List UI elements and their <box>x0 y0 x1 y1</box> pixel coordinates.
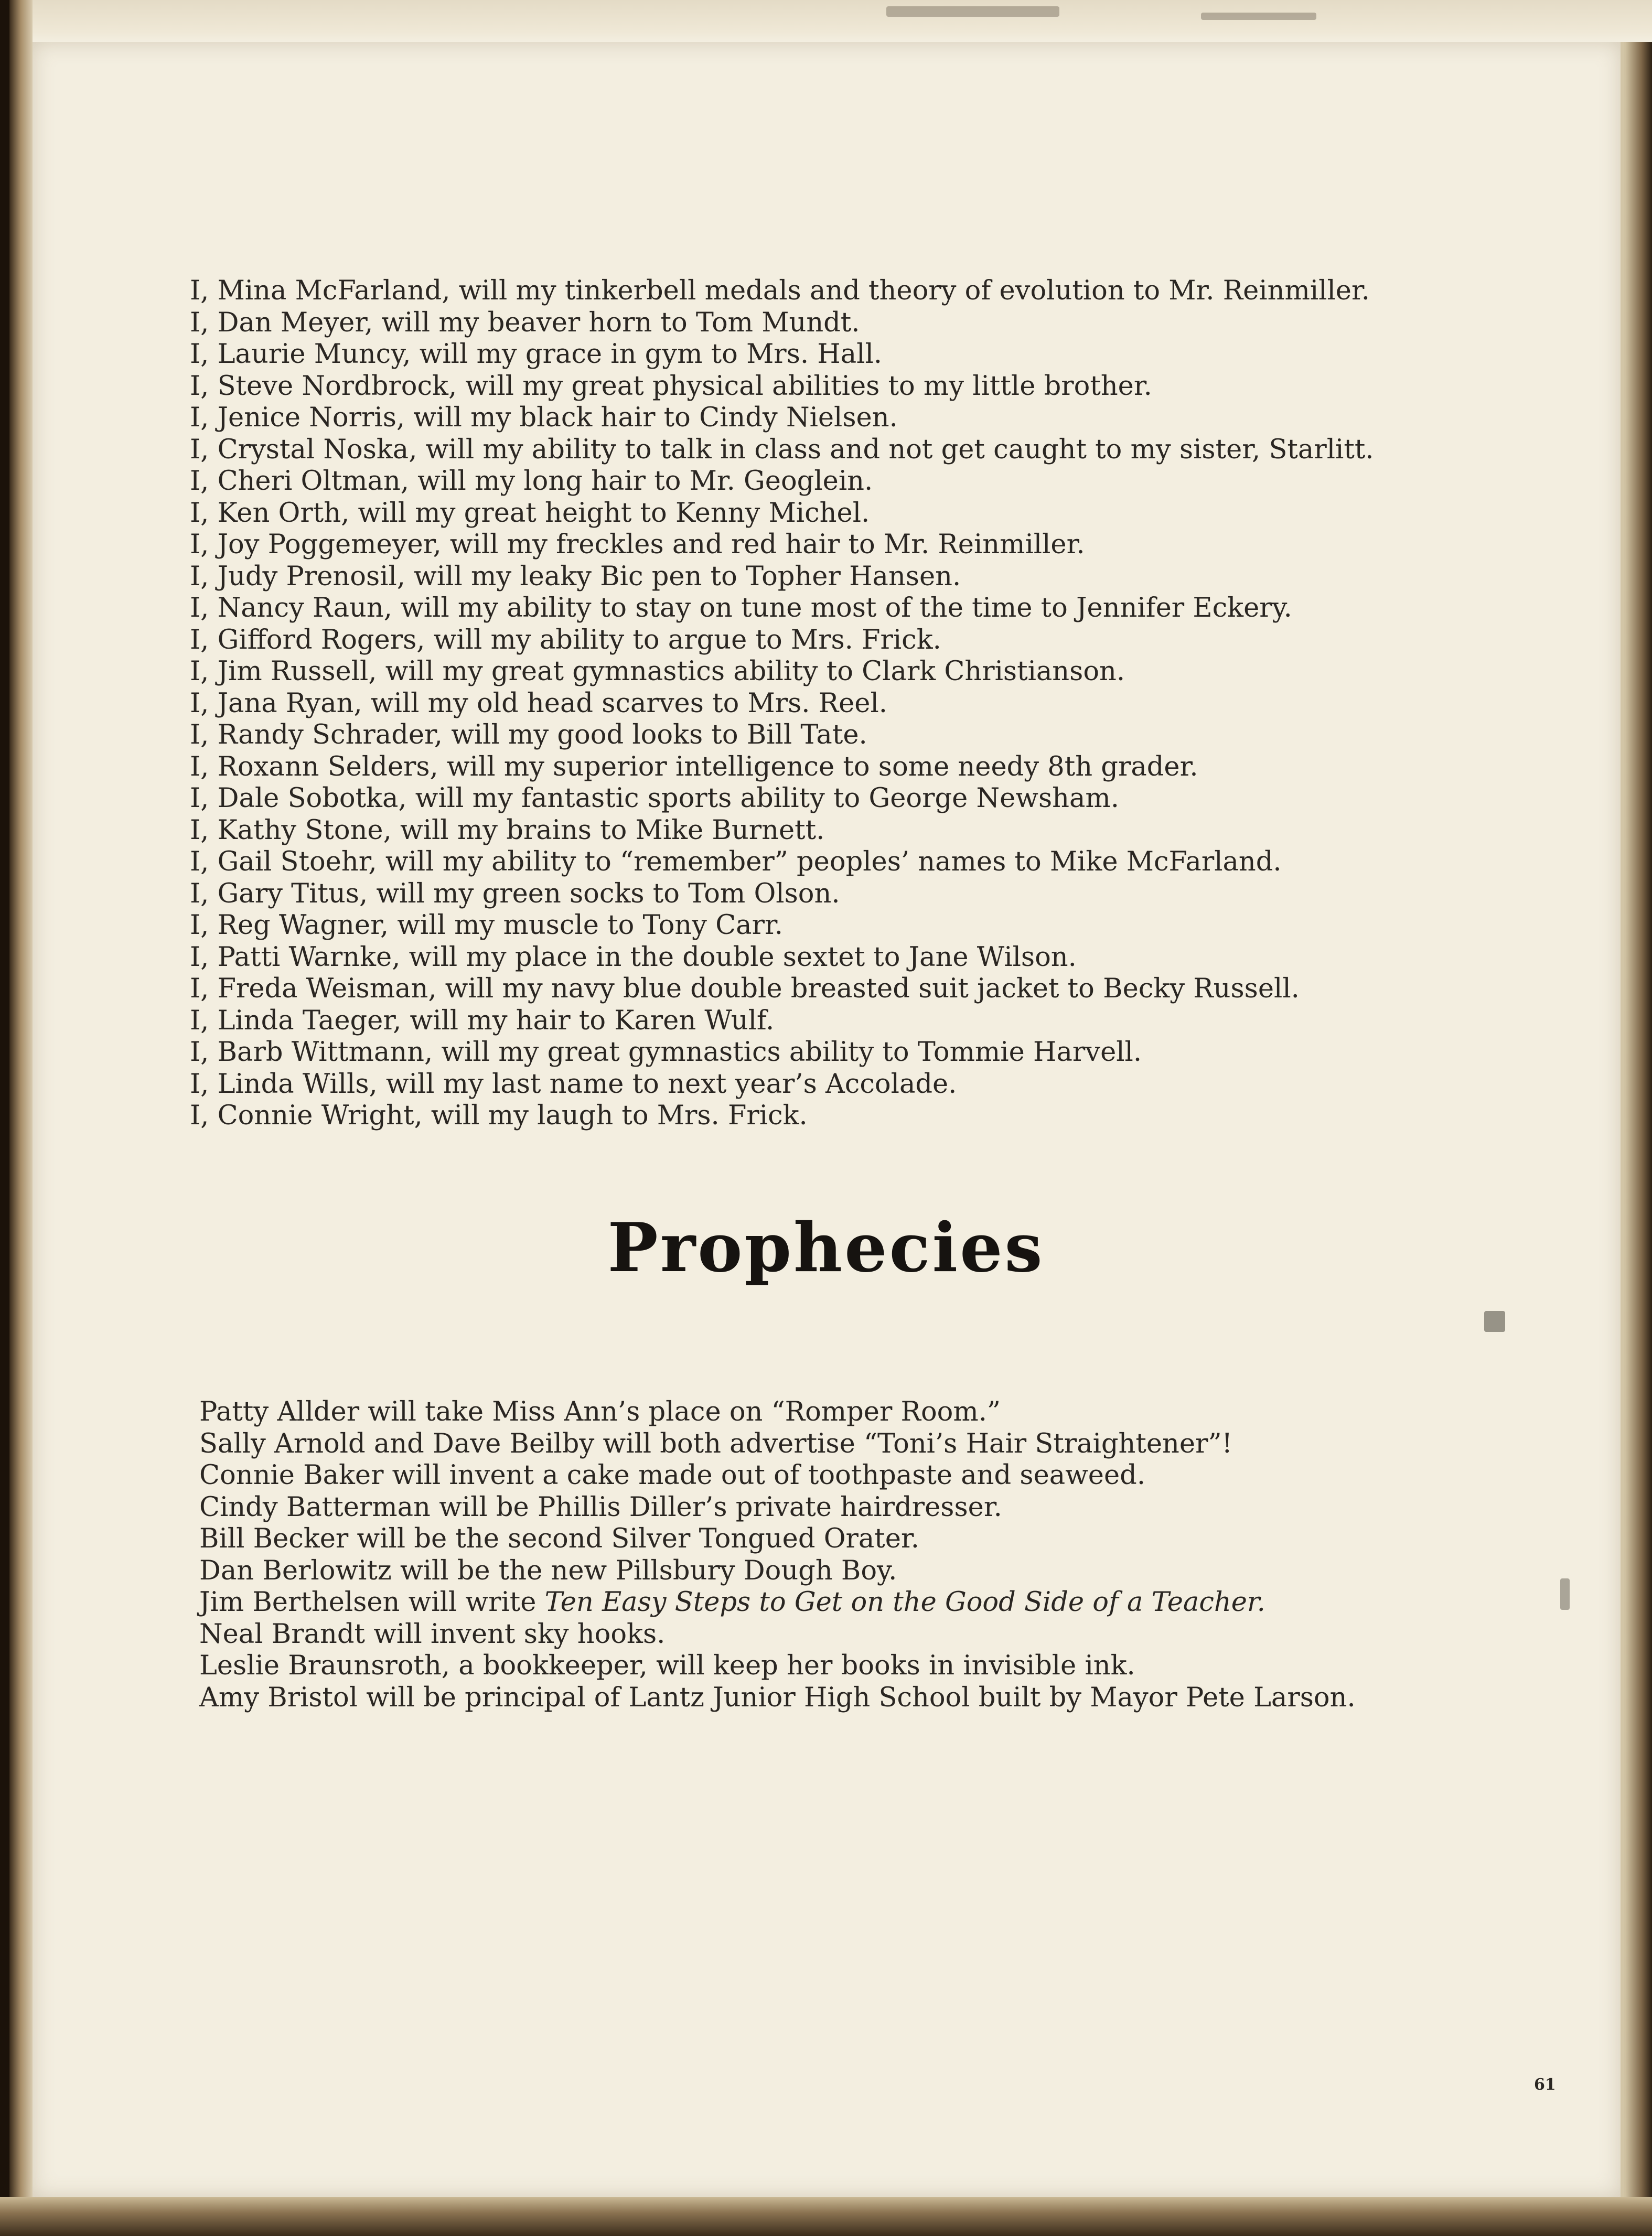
prophecy-entry <box>199 1682 1584 1714</box>
prophecies-heading: Prophecies <box>607 1209 1045 1287</box>
will-entry: I, Connie Wright, will my laugh to Mrs. Frick. <box>190 1100 808 1131</box>
prophecy-entry <box>199 1619 1584 1651</box>
prophecy-text: Dan Berlowitz will be the new Pillsbury Dough Boy. <box>199 1555 897 1586</box>
will-entry: I, Kathy Stone, will my brains to Mike Burnett. <box>190 814 825 846</box>
will-entry: I, Patti Warnke, will my place in the double sextet to Jane Wilson. <box>190 941 1077 973</box>
prophecy-text: Sally Arnold and Dave Beilby will both advertise “Toni’s Hair Straightener”! <box>199 1428 1233 1459</box>
will-entry: I, Dan Meyer, will my beaver horn to Tom Mundt. <box>190 307 860 338</box>
page-number: 61 <box>1534 2076 1556 2094</box>
page-bottom-edge <box>0 2197 1652 2236</box>
will-entry: I, Jana Ryan, will my old head scarves to Mrs. Reel. <box>190 687 888 719</box>
prophecy-text: Jim Berthelsen will write <box>199 1587 545 1618</box>
will-entry: I, Jim Russell, will my great gymnastics ability to Clark Christianson. <box>190 656 1125 687</box>
will-entry: I, Gifford Rogers, will my ability to argue to Mrs. Frick. <box>190 624 941 655</box>
prophecy-entry <box>199 1555 1584 1587</box>
will-entry: I, Nancy Raun, will my ability to stay on tune most of the time to Jennifer Eckery. <box>190 593 1292 624</box>
prophecy-entry <box>199 1460 1584 1492</box>
will-entry: I, Jenice Norris, will my black hair to Cindy Nielsen. <box>190 402 898 433</box>
will-entry: I, Linda Wills, will my last name to next year’s Accolade. <box>190 1068 957 1100</box>
prophecy-text: Cindy Batterman will be Phillis Diller’s private hairdresser. <box>199 1491 1002 1523</box>
scan-smudge <box>1484 1311 1505 1332</box>
last-will-list <box>190 275 1532 1132</box>
will-entry: I, Joy Poggemeyer, will my freckles and red hair to Mr. Reinmiller. <box>190 529 1085 560</box>
will-entry: I, Gail Stoehr, will my ability to “remember” peoples’ names to Mike McFarland. <box>190 846 1282 877</box>
prophecy-entry <box>199 1650 1584 1682</box>
will-entry: I, Gary Titus, will my green socks to Tom Olson. <box>190 878 840 909</box>
book-spine <box>0 0 9 2236</box>
prophecy-entry <box>199 1587 1584 1619</box>
will-entry: I, Mina McFarland, will my tinkerbell medals and theory of evolution to Mr. Reinmiller. <box>190 275 1370 306</box>
prophecy-entry <box>199 1428 1584 1460</box>
will-entry: I, Roxann Selders, will my superior intelligence to some needy 8th grader. <box>190 751 1198 782</box>
will-entry: I, Reg Wagner, will my muscle to Tony Carr. <box>190 910 783 941</box>
will-entry: I, Laurie Muncy, will my grace in gym to Mrs. Hall. <box>190 339 882 370</box>
scan-smudge <box>1201 13 1316 20</box>
prophecy-text: Leslie Braunsroth, a bookkeeper, will keep her books in invisible ink. <box>199 1650 1135 1681</box>
prophecy-text: Bill Becker will be the second Silver Tongued Orater. <box>199 1523 919 1554</box>
will-entry: I, Linda Taeger, will my hair to Karen Wulf. <box>190 1005 775 1036</box>
prophecy-text: Patty Allder will take Miss Ann’s place on “Romper Room.” <box>199 1396 1001 1427</box>
prophecy-entry <box>199 1492 1584 1524</box>
will-entry: I, Steve Nordbrock, will my great physical abilities to my little brother. <box>190 370 1152 402</box>
will-entry: I, Dale Sobotka, will my fantastic sports ability to George Newsham. <box>190 783 1119 814</box>
will-entry: I, Ken Orth, will my great height to Kenny Michel. <box>190 497 870 529</box>
prophecy-entry <box>199 1396 1584 1428</box>
will-entry: I, Randy Schrader, will my good looks to Bill Tate. <box>190 719 867 750</box>
will-entry: I, Barb Wittmann, will my great gymnastics ability to Tommie Harvell. <box>190 1037 1142 1068</box>
will-entry: I, Cheri Oltman, will my long hair to Mr. Geoglein. <box>190 466 873 497</box>
scan-smudge <box>886 6 1059 17</box>
prophecy-text: Amy Bristol will be principal of Lantz Junior High School built by Mayor Pete Larson. <box>199 1682 1356 1713</box>
prophecy-text: Connie Baker will invent a cake made out of toothpaste and seaweed. <box>199 1460 1146 1491</box>
prophecy-entry <box>199 1523 1584 1555</box>
book-title: Ten Easy Steps to Get on the Good Side of a Teacher. <box>544 1587 1265 1618</box>
prophecy-text: Neal Brandt will invent sky hooks. <box>199 1618 666 1650</box>
will-entry: I, Freda Weisman, will my navy blue double breasted suit jacket to Becky Russell. <box>190 973 1300 1004</box>
will-entry: I, Crystal Noska, will my ability to talk in class and not get caught to my sister, Starlitt. <box>190 434 1374 465</box>
page-top-edge <box>33 0 1652 42</box>
prophecies-list <box>199 1396 1584 1714</box>
will-entry: I, Judy Prenosil, will my leaky Bic pen to Topher Hansen. <box>190 561 961 592</box>
